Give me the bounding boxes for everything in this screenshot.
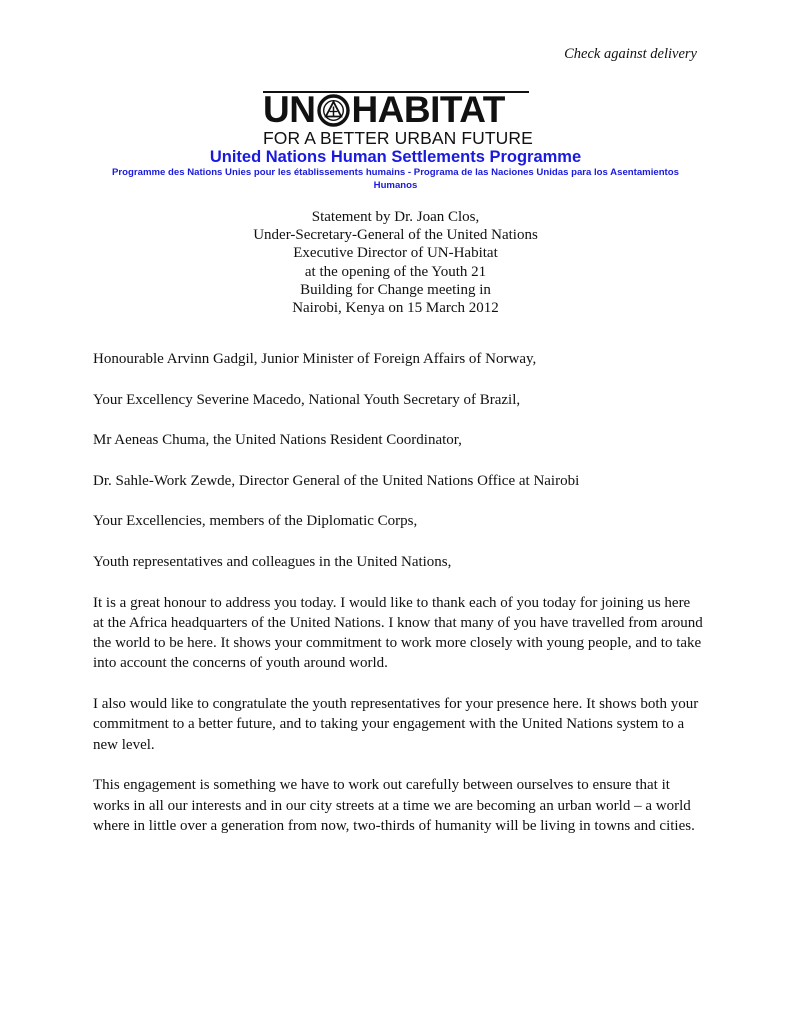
statement-line: Building for Change meeting in: [300, 281, 491, 298]
un-habitat-emblem-icon: [317, 94, 350, 127]
logo-un-text: UN: [263, 89, 316, 130]
body-paragraph: It is a great honour to address you today. I would like to thank each of you today for joining us here at the Africa headquarters of the United Nations. I know that many of you have travelled from around the world to be here. It shows your commitment to work more closely with young people, and to take into account the concerns of youth around world.: [93, 594, 703, 672]
logo-habitat-text: HABITAT: [351, 89, 505, 130]
body-paragraph: This engagement is something we have to work out carefully between ourselves to ensure that it works in all our interests and in our city streets at a time we are becoming an urban world – a world where in little over a generation from now, two-thirds of humanity will be living in towns and cities.: [93, 777, 695, 834]
speech-body: [93, 349, 703, 856]
statement-line: at the opening of the Youth 21: [304, 263, 487, 280]
logo-tagline: FOR A BETTER URBAN FUTURE: [263, 128, 533, 148]
statement-line: Statement by Dr. Joan Clos,: [311, 209, 480, 225]
organization-subtitle: Programme des Nations Unies pour les établissements humains - Programa de las Naciones Unidas para los Asentamientos Humanos: [112, 167, 679, 191]
salutation-paragraph: Honourable Arvinn Gadgil, Junior Minister of Foreign Affairs of Norway,: [93, 351, 537, 367]
statement-heading: [0, 208, 791, 317]
organization-name: United Nations Human Settlements Programme: [209, 148, 582, 166]
statement-line: Executive Director of UN-Habitat: [293, 245, 498, 262]
check-against-delivery-note: Check against delivery: [564, 46, 697, 62]
un-habitat-logo: [263, 89, 533, 149]
body-paragraph: I also would like to congratulate the youth representatives for your presence here. It shows both your commitment to a better future, and to taking your engagement with the United Nations system to a new level.: [93, 696, 699, 753]
salutation-paragraph: Mr Aeneas Chuma, the United Nations Resident Coordinator,: [93, 432, 462, 449]
logo-wordmark: [263, 89, 529, 130]
salutation-paragraph: Your Excellency Severine Macedo, National Youth Secretary of Brazil,: [93, 391, 521, 408]
salutation-paragraph: Youth representatives and colleagues in the United Nations,: [93, 553, 452, 570]
salutation-paragraph: Dr. Sahle-Work Zewde, Director General of the United Nations Office at Nairobi: [93, 472, 580, 489]
salutation-paragraph: Your Excellencies, members of the Diplomatic Corps,: [93, 513, 418, 530]
statement-line: Under-Secretary-General of the United Nations: [253, 227, 538, 244]
statement-line: Nairobi, Kenya on 15 March 2012: [292, 300, 499, 317]
